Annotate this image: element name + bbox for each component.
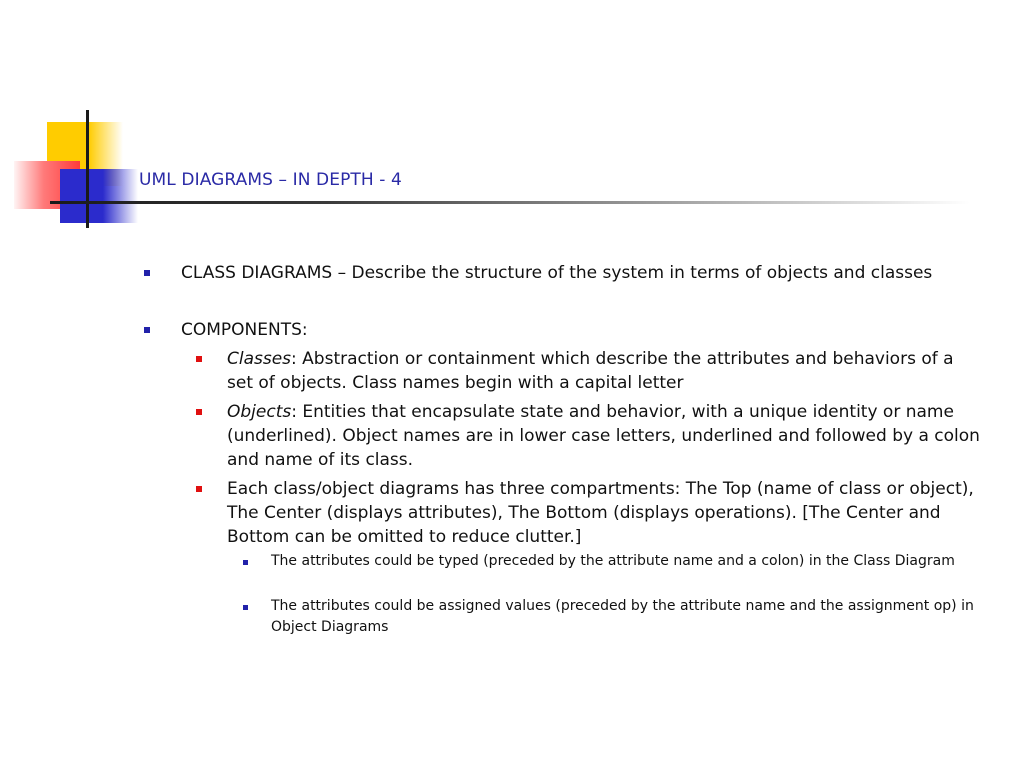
bullet-square [243, 560, 248, 565]
objects-description: : Entities that encapsulate state and behavior, with a unique identity or name (underlined). Object names are in lower case letters, underlined and followed by a colon and name of its class. [227, 402, 980, 470]
bullet-square [144, 270, 150, 276]
bullet-objects [227, 400, 982, 472]
bullet-compartments: Each class/object diagrams has three compartments: The Top (name of class or object), The Center (displays attributes), The Bottom (displays operations). [The Center and Bottom can be omitted to reduce clutter.] [227, 479, 974, 547]
bullet-square [144, 327, 150, 333]
title-underline [50, 201, 970, 204]
bullet-classes [227, 347, 982, 395]
bullet-square [196, 486, 202, 492]
slide-title: UML DIAGRAMS – IN DEPTH - 4 [139, 170, 402, 190]
bullet-assigned: The attributes could be assigned values (preceded by the attribute name and the assignment op) in Object Diagrams [271, 598, 974, 635]
bullet-square [243, 605, 248, 610]
bullet-square [196, 356, 202, 362]
bullet-class-diagrams: CLASS DIAGRAMS – Describe the structure of the system in terms of objects and classes [181, 263, 933, 283]
decor-vertical-line [86, 110, 89, 228]
term-classes: Classes [227, 349, 292, 369]
decor-blue-square [60, 169, 138, 223]
bullet-typed: The attributes could be typed (preceded by the attribute name and a colon) in the Class Diagram [271, 553, 955, 569]
term-objects: Objects [227, 402, 292, 422]
bullet-square [196, 409, 202, 415]
bullet-components: COMPONENTS: [181, 320, 308, 340]
classes-description: : Abstraction or containment which describe the attributes and behaviors of a set of objects. Class names begin with a capital letter [227, 349, 954, 393]
